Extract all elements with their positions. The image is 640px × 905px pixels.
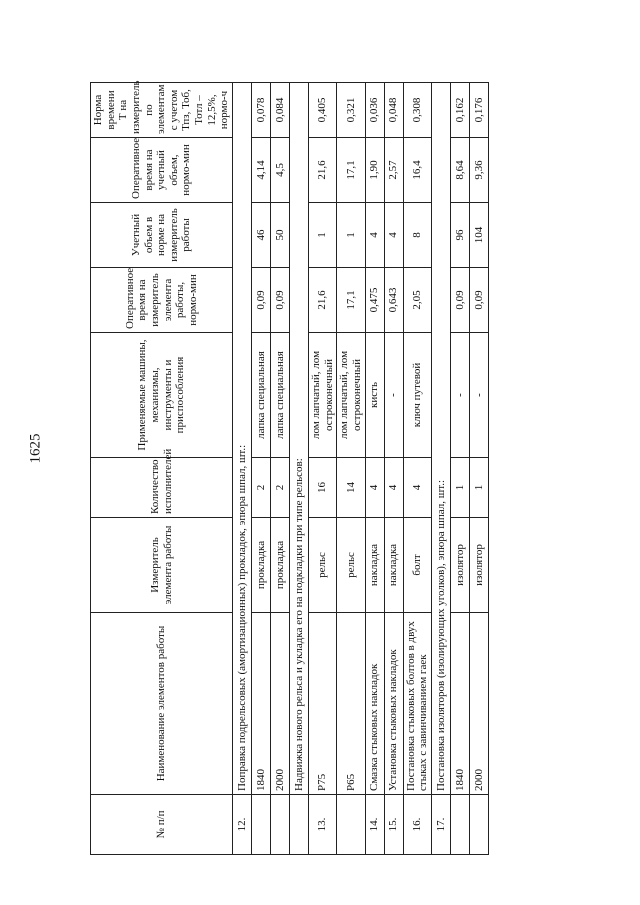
cell-name: Установка стыковых накладок (384, 613, 403, 795)
cell-norm-time: 0,308 (403, 83, 431, 138)
cell-name: Р75 (309, 613, 337, 795)
cell-workers: 1 (450, 458, 469, 518)
cell-section-title: Постановка изоляторов (изолирующих уголков), эпюра шпал, шт.: (431, 83, 450, 795)
cell-num (450, 795, 469, 855)
rotated-table-container (90, 80, 570, 855)
cell-op-time-work: 2,57 (384, 138, 403, 203)
table-row (309, 83, 337, 855)
cell-num (469, 795, 488, 855)
cell-machines: лом лапчатый, лом остроконечный (309, 333, 337, 458)
table-row (469, 83, 488, 855)
cell-volume: 50 (271, 203, 290, 268)
cell-name: Р65 (337, 613, 365, 795)
cell-machines: лапка специальная (271, 333, 290, 458)
cell-op-time-work: 17,1 (337, 138, 365, 203)
header-machines: Применяемые машины, механизмы, инструменты и приспособления (91, 333, 233, 458)
cell-unit: болт (403, 518, 431, 613)
cell-name: Смазка стыковых накладок (365, 613, 384, 795)
cell-op-time-element: 0,475 (365, 268, 384, 333)
header-op-time-element: Оперативное время на измеритель элемента работы, нормо-мин (91, 268, 233, 333)
cell-name: 2000 (271, 613, 290, 795)
cell-machines: ключ путевой (403, 333, 431, 458)
cell-num: 12. (233, 795, 252, 855)
cell-op-time-work: 9,36 (469, 138, 488, 203)
cell-op-time-work: 4,14 (252, 138, 271, 203)
cell-op-time-work: 16,4 (403, 138, 431, 203)
cell-section-title: Поправка подрельсовых (амортизационных) прокладок, эпюра шпал, шт.: (233, 83, 252, 795)
cell-op-time-work: 1,90 (365, 138, 384, 203)
cell-volume: 4 (384, 203, 403, 268)
header-volume: Учетный объем в норме на измеритель работы (91, 203, 233, 268)
header-num: № п/п (91, 795, 233, 855)
section-row (233, 83, 252, 855)
cell-num: 16. (403, 795, 431, 855)
cell-section-title: Надвижка нового рельса и укладка его на подкладки при типе рельсов: (290, 83, 309, 795)
cell-unit: прокладка (271, 518, 290, 613)
cell-num: 13. (309, 795, 337, 855)
cell-op-time-element: 2,05 (403, 268, 431, 333)
cell-name: 1840 (252, 613, 271, 795)
cell-op-time-element: 0,09 (469, 268, 488, 333)
cell-volume: 1 (337, 203, 365, 268)
cell-op-time-element: 0,09 (450, 268, 469, 333)
cell-machines: - (384, 333, 403, 458)
section-row (431, 83, 450, 855)
cell-workers: 4 (403, 458, 431, 518)
cell-op-time-element: 0,09 (252, 268, 271, 333)
cell-norm-time: 0,078 (252, 83, 271, 138)
cell-volume: 1 (309, 203, 337, 268)
cell-workers: 1 (469, 458, 488, 518)
cell-num (252, 795, 271, 855)
cell-volume: 46 (252, 203, 271, 268)
cell-unit: рельс (309, 518, 337, 613)
cell-machines: лом лапчатый, лом остроконечный (337, 333, 365, 458)
cell-norm-time: 0,321 (337, 83, 365, 138)
cell-op-time-work: 21,6 (309, 138, 337, 203)
cell-workers: 16 (309, 458, 337, 518)
cell-unit: изолятор (469, 518, 488, 613)
cell-volume: 96 (450, 203, 469, 268)
header-unit: Измеритель элемента работы (91, 518, 233, 613)
cell-name: 2000 (469, 613, 488, 795)
table-row (403, 83, 431, 855)
cell-num (271, 795, 290, 855)
cell-norm-time: 0,162 (450, 83, 469, 138)
cell-norm-time: 0,405 (309, 83, 337, 138)
table-row (384, 83, 403, 855)
cell-name: 1840 (450, 613, 469, 795)
cell-workers: 4 (384, 458, 403, 518)
header-name: Наименование элементов работы (91, 613, 233, 795)
table-row (450, 83, 469, 855)
cell-workers: 2 (252, 458, 271, 518)
cell-op-time-work: 8,64 (450, 138, 469, 203)
cell-unit: рельс (337, 518, 365, 613)
cell-machines: - (469, 333, 488, 458)
table-row (271, 83, 290, 855)
cell-volume: 104 (469, 203, 488, 268)
cell-unit: прокладка (252, 518, 271, 613)
cell-op-time-element: 0,643 (384, 268, 403, 333)
norms-table (90, 82, 489, 855)
cell-unit: накладка (384, 518, 403, 613)
cell-name: Постановка стыковых болтов в двух стыках с завинчиванием гаек (403, 613, 431, 795)
table-body (233, 83, 489, 855)
cell-machines: кисть (365, 333, 384, 458)
cell-num: 15. (384, 795, 403, 855)
cell-workers: 14 (337, 458, 365, 518)
cell-num (337, 795, 365, 855)
cell-num: 14. (365, 795, 384, 855)
cell-machines: - (450, 333, 469, 458)
table-row (337, 83, 365, 855)
header-op-time-work: Оперативное время на учетный объем, нормо-мин (91, 138, 233, 203)
cell-unit: накладка (365, 518, 384, 613)
cell-num: 17. (431, 795, 450, 855)
section-row (290, 83, 309, 855)
cell-norm-time: 0,176 (469, 83, 488, 138)
table-row (252, 83, 271, 855)
cell-num (290, 795, 309, 855)
cell-op-time-work: 4,5 (271, 138, 290, 203)
cell-op-time-element: 21,6 (309, 268, 337, 333)
cell-op-time-element: 17,1 (337, 268, 365, 333)
table-row (365, 83, 384, 855)
header-workers: Количество исполнителей (91, 458, 233, 518)
cell-op-time-element: 0,09 (271, 268, 290, 333)
page-number: 1625 (27, 433, 44, 464)
cell-workers: 4 (365, 458, 384, 518)
header-norm-time: Норма времени Т на измеритель по элементам с учетом Тпз, Тоб, Тотл – 12,5%, нормо-ч (91, 83, 233, 138)
cell-machines: лапка специальная (252, 333, 271, 458)
cell-volume: 8 (403, 203, 431, 268)
cell-norm-time: 0,036 (365, 83, 384, 138)
cell-norm-time: 0,048 (384, 83, 403, 138)
table-header-row (91, 83, 233, 855)
cell-norm-time: 0,084 (271, 83, 290, 138)
cell-volume: 4 (365, 203, 384, 268)
cell-workers: 2 (271, 458, 290, 518)
cell-unit: изолятор (450, 518, 469, 613)
